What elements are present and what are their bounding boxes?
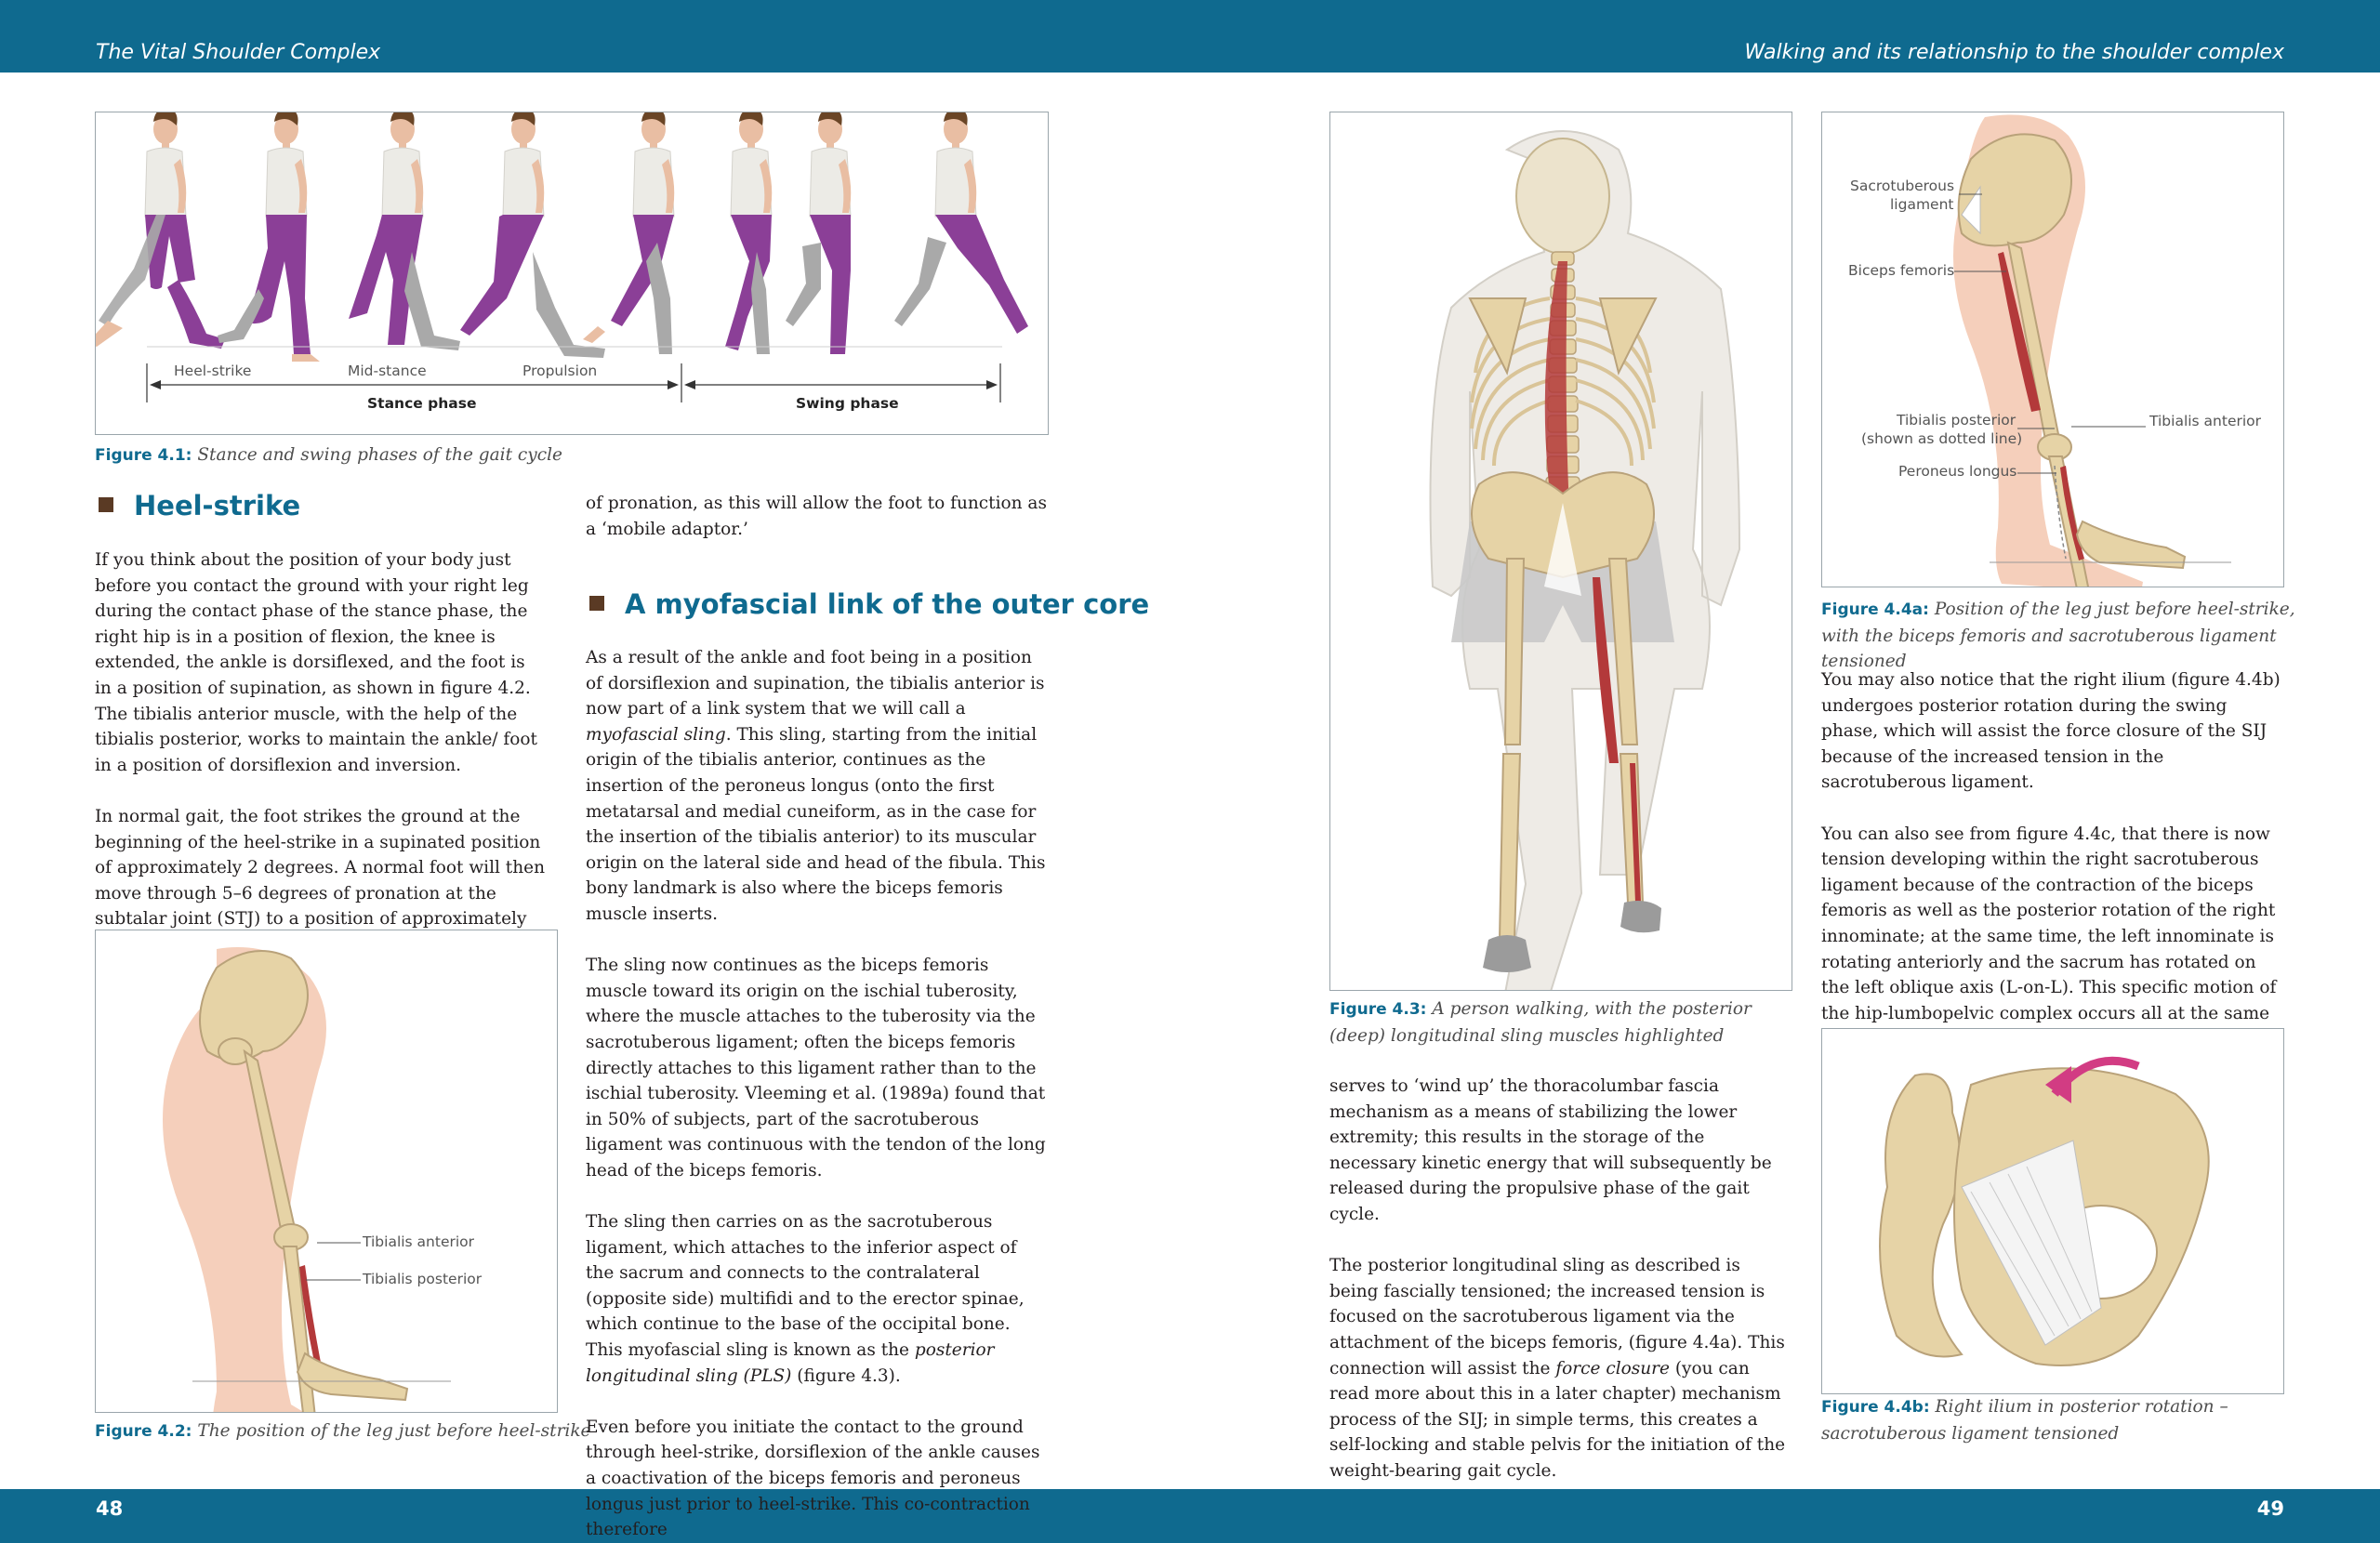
paragraph: You may also notice that the right ilium (figure 4.4b) undergoes posterior rotation during the swing phase, which will assist the force closure of the SIJ because of the increased tension in the sacrotuberous ligament. bbox=[1821, 670, 2281, 793]
column-2-text bbox=[586, 491, 1049, 542]
paragraph: If you think about the position of your body just before you contact the ground with your right leg during the contact phase of the stance phase, the right hip is in a position of flexion, the knee is extended, the ankle is dorsiflexed, and the foot is in a position of supination, as shown in figure 4.2. The tibialis anterior muscle, with the help of the tibialis posterior, works to maintain the ankle/ foot in a position of dorsiflexion and inversion. bbox=[95, 550, 537, 775]
figure-4-2-leg-heel-strike bbox=[95, 930, 558, 1413]
paragraph: The posterior longitudinal sling as described is being fascially tensioned; the increased tension is focused on the sacrotuberous ligament via the attachment of the biceps femoris, (figure 4.4a). This connection will assist the force closure (you can read more about this in a later chapter) mechanism process of the SIJ; in simple terms, this creates a self-locking and stable pelvis for the initiation of the weight-bearing gait cycle. bbox=[1329, 1256, 1786, 1481]
paragraph: The sling now continues as the biceps femoris muscle toward its origin on the ischial tuberosity, where the muscle attaches to the tuberosity via the sacrotuberous ligament; often the biceps femoris directly attaches to this ligament rather than to the ischial tuberosity. Vleeming et al. (1989a) found that in 50% of subjects, part of the sacrotuberous ligament was continuous with the tendon of the long head of the biceps femoris. bbox=[586, 956, 1046, 1180]
label-tibialis-anterior: Tibialis anterior bbox=[2149, 413, 2262, 429]
footer-bar bbox=[0, 1489, 2380, 1543]
figure-4-1-caption: Figure 4.1: Stance and swing phases of the gait cycle bbox=[95, 445, 562, 465]
heading-myofascial-link: A myofascial link of the outer core bbox=[589, 588, 1149, 620]
posterior-sling-illustration bbox=[1330, 112, 1792, 991]
label-tibialis-posterior: Tibialis posterior bbox=[363, 1271, 483, 1287]
label-mid-stance: Mid-stance bbox=[348, 363, 427, 379]
label-tibialis-posterior-line2: (shown as dotted line) bbox=[1861, 430, 2023, 447]
figure-4-1-gait-cycle bbox=[95, 112, 1049, 435]
figure-4-4a-leg-sacrotuberous bbox=[1821, 112, 2284, 587]
gait-cycle-illustration bbox=[96, 112, 1049, 435]
column-3-text bbox=[1329, 1074, 1792, 1484]
figure-4-3-posterior-sling bbox=[1329, 112, 1792, 991]
page-number-right: 49 bbox=[2256, 1497, 2284, 1520]
heading-heel-strike: Heel-strike bbox=[99, 490, 300, 521]
label-sacrotuberous-line1: Sacrotuberous bbox=[1850, 178, 1955, 194]
label-swing-phase: Swing phase bbox=[796, 395, 899, 412]
paragraph: Even before you initiate the contact to the ground through heel-strike, dorsiflexion of the ankle causes a coactivation of the biceps femoris and peroneus longus just prior to heel-strike. This co-contraction therefore bbox=[586, 1417, 1040, 1540]
leg-illustration bbox=[96, 930, 558, 1413]
label-tibialis-anterior: Tibialis anterior bbox=[363, 1233, 475, 1250]
running-header-left: The Vital Shoulder Complex bbox=[96, 41, 381, 64]
label-sacrotuberous-line2: ligament bbox=[1890, 196, 1954, 213]
figure-4-4b-ilium-rotation bbox=[1821, 1028, 2284, 1394]
heading-bullet-square bbox=[99, 497, 113, 512]
label-peroneus-longus: Peroneus longus bbox=[1898, 463, 2017, 480]
figure-4-2-caption: Figure 4.2: The position of the leg just before heel-strike bbox=[95, 1421, 591, 1441]
column-2-text-continued bbox=[586, 645, 1049, 1543]
column-4-text bbox=[1821, 667, 2284, 1052]
label-biceps-femoris: Biceps femoris bbox=[1848, 262, 1955, 279]
figure-4-4b-caption: Figure 4.4b: Right ilium in posterior rotation – sacrotuberous ligament tensioned bbox=[1821, 1397, 2228, 1444]
page-number-left: 48 bbox=[96, 1497, 124, 1520]
label-stance-phase: Stance phase bbox=[367, 395, 477, 412]
heading-bullet-square bbox=[589, 596, 604, 611]
running-header-right: Walking and its relationship to the shoulder complex bbox=[1744, 41, 2284, 64]
paragraph: serves to ‘wind up’ the thoracolumbar fascia mechanism as a means of stabilizing the lower extremity; this results in the storage of the necessary kinetic energy that will subsequently be released during the propulsive phase of the gait cycle. bbox=[1329, 1076, 1772, 1224]
label-propulsion: Propulsion bbox=[522, 363, 598, 379]
column-1-text bbox=[95, 547, 546, 958]
paragraph: The sling then carries on as the sacrotuberous ligament, which attaches to the inferior aspect of the sacrum and connects to the contralateral (opposite side) multifidi and to the erector spinae, which continue to the base of the occipital bone. This myofascial sling is known as the posterior longitudinal sling (PLS) (figure 4.3). bbox=[586, 1212, 1025, 1386]
label-heel-strike: Heel-strike bbox=[174, 363, 252, 379]
figure-4-4a-caption: Figure 4.4a: Position of the leg just before heel-strike, with the biceps femoris and sacrotuberous ligament tensioned bbox=[1821, 600, 2295, 671]
paragraph: of pronation, as this will allow the foot to function as a ‘mobile adaptor.’ bbox=[586, 494, 1047, 539]
paragraph: As a result of the ankle and foot being in a position of dorsiflexion and supination, the tibialis anterior is now part of a link system that we will call a myofascial sling. This sling, starting from the initial origin of the tibialis anterior, continues as the insertion of the peroneus longus (onto the first metatarsal and medial cuneiform, as in the case for the insertion of the tibialis anterior) to its muscular origin on the lateral side and head of the fibula. This bony landmark is also where the biceps femoris muscle inserts. bbox=[586, 648, 1046, 924]
figure-4-3-caption: Figure 4.3: A person walking, with the posterior (deep) longitudinal sling muscles highlighted bbox=[1329, 999, 1752, 1046]
pelvis-rotation-illustration bbox=[1822, 1029, 2284, 1394]
label-tibialis-posterior-line1: Tibialis posterior bbox=[1897, 412, 2016, 429]
paragraph: In normal gait, the foot strikes the ground at the beginning of the heel-strike in a supinated position of approximately 2 degrees. A normal foot will then move through 5–6 degrees of pronation at the subtalar joint (STJ) to a position of approximately bbox=[95, 806, 546, 930]
paragraph: You can also see from figure 4.4c, that there is now tension developing within the right sacrotuberous ligament because of the contraction of the biceps femoris as well as the posterior rotation of the right innominate; at the same time, the left innominate is rotating anteriorly and the sacrum has rotated on the left oblique axis (L-on-L). This specific motion of the hip-lumbopelvic complex occurs all at the same bbox=[1821, 824, 2277, 1023]
